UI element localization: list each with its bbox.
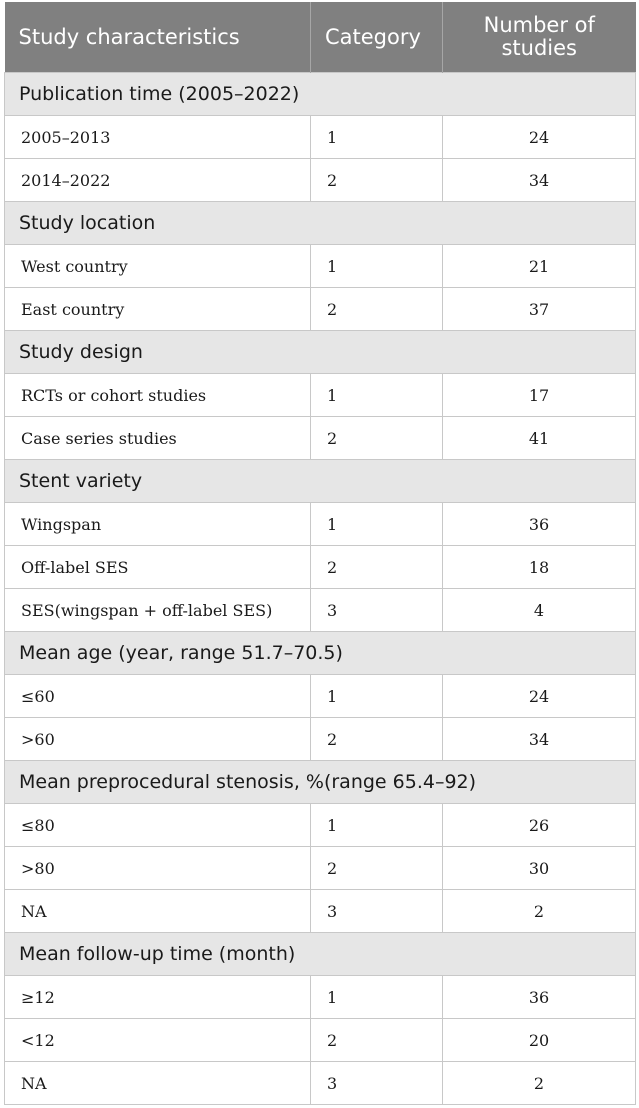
table-row — [5, 1062, 636, 1105]
category-cell: 3 — [311, 890, 443, 933]
study-characteristics-table — [4, 2, 636, 1105]
study-count-cell: 36 — [443, 503, 636, 546]
section-title: Publication time (2005–2022) — [5, 73, 636, 116]
table-row — [5, 245, 636, 288]
table-row — [5, 159, 636, 202]
table-row — [5, 890, 636, 933]
study-count-cell: 26 — [443, 804, 636, 847]
section-header-row — [5, 632, 636, 675]
row-label-cell: 2014–2022 — [5, 159, 311, 202]
section-header-row — [5, 460, 636, 503]
category-cell: 1 — [311, 804, 443, 847]
category-cell: 1 — [311, 245, 443, 288]
table-row — [5, 976, 636, 1019]
study-count-cell: 34 — [443, 159, 636, 202]
study-count-cell: 36 — [443, 976, 636, 1019]
row-label-cell: ≤60 — [5, 675, 311, 718]
section-header-row — [5, 331, 636, 374]
category-cell: 1 — [311, 675, 443, 718]
header-category: Category — [311, 2, 443, 73]
category-cell: 2 — [311, 1019, 443, 1062]
study-count-cell: 30 — [443, 847, 636, 890]
header-number-line2: studies — [501, 36, 577, 60]
row-label-cell: <12 — [5, 1019, 311, 1062]
study-count-cell: 2 — [443, 1062, 636, 1105]
table-row — [5, 116, 636, 159]
row-label-cell: NA — [5, 1062, 311, 1105]
table-row — [5, 718, 636, 761]
category-cell: 2 — [311, 417, 443, 460]
table-row — [5, 417, 636, 460]
row-label-cell: NA — [5, 890, 311, 933]
row-label-cell: >80 — [5, 847, 311, 890]
row-label-cell: RCTs or cohort studies — [5, 374, 311, 417]
study-count-cell: 24 — [443, 675, 636, 718]
row-label-cell: 2005–2013 — [5, 116, 311, 159]
table-body — [5, 73, 636, 1105]
row-label-cell: ≤80 — [5, 804, 311, 847]
section-title: Study design — [5, 331, 636, 374]
study-count-cell: 34 — [443, 718, 636, 761]
study-count-cell: 20 — [443, 1019, 636, 1062]
header-row — [5, 2, 636, 73]
table-row — [5, 1019, 636, 1062]
category-cell: 1 — [311, 503, 443, 546]
row-label-cell: West country — [5, 245, 311, 288]
table-row — [5, 288, 636, 331]
row-label-cell: Case series studies — [5, 417, 311, 460]
table-row — [5, 804, 636, 847]
table-row — [5, 503, 636, 546]
header-number-of-studies — [443, 2, 636, 73]
table-row — [5, 546, 636, 589]
table-row — [5, 847, 636, 890]
section-title: Mean follow-up time (month) — [5, 933, 636, 976]
section-title: Study location — [5, 202, 636, 245]
category-cell: 2 — [311, 288, 443, 331]
category-cell: 2 — [311, 159, 443, 202]
category-cell: 1 — [311, 116, 443, 159]
category-cell: 2 — [311, 847, 443, 890]
section-header-row — [5, 933, 636, 976]
category-cell: 3 — [311, 1062, 443, 1105]
study-count-cell: 2 — [443, 890, 636, 933]
study-count-cell: 41 — [443, 417, 636, 460]
study-count-cell: 17 — [443, 374, 636, 417]
table-row — [5, 589, 636, 632]
category-cell: 1 — [311, 374, 443, 417]
category-cell: 2 — [311, 718, 443, 761]
section-title: Stent variety — [5, 460, 636, 503]
header-study-characteristics: Study characteristics — [5, 2, 311, 73]
section-title: Mean age (year, range 51.7–70.5) — [5, 632, 636, 675]
study-count-cell: 21 — [443, 245, 636, 288]
category-cell: 1 — [311, 976, 443, 1019]
study-count-cell: 37 — [443, 288, 636, 331]
study-count-cell: 24 — [443, 116, 636, 159]
header-number-line1: Number of — [483, 13, 595, 37]
table-row — [5, 675, 636, 718]
row-label-cell: SES(wingspan + off-label SES) — [5, 589, 311, 632]
section-header-row — [5, 761, 636, 804]
row-label-cell: Wingspan — [5, 503, 311, 546]
row-label-cell: ≥12 — [5, 976, 311, 1019]
category-cell: 3 — [311, 589, 443, 632]
table-row — [5, 374, 636, 417]
category-cell: 2 — [311, 546, 443, 589]
study-count-cell: 18 — [443, 546, 636, 589]
table-header — [5, 2, 636, 73]
study-count-cell: 4 — [443, 589, 636, 632]
row-label-cell: Off-label SES — [5, 546, 311, 589]
section-header-row — [5, 73, 636, 116]
row-label-cell: East country — [5, 288, 311, 331]
section-title: Mean preprocedural stenosis, %(range 65.4–92) — [5, 761, 636, 804]
section-header-row — [5, 202, 636, 245]
row-label-cell: >60 — [5, 718, 311, 761]
